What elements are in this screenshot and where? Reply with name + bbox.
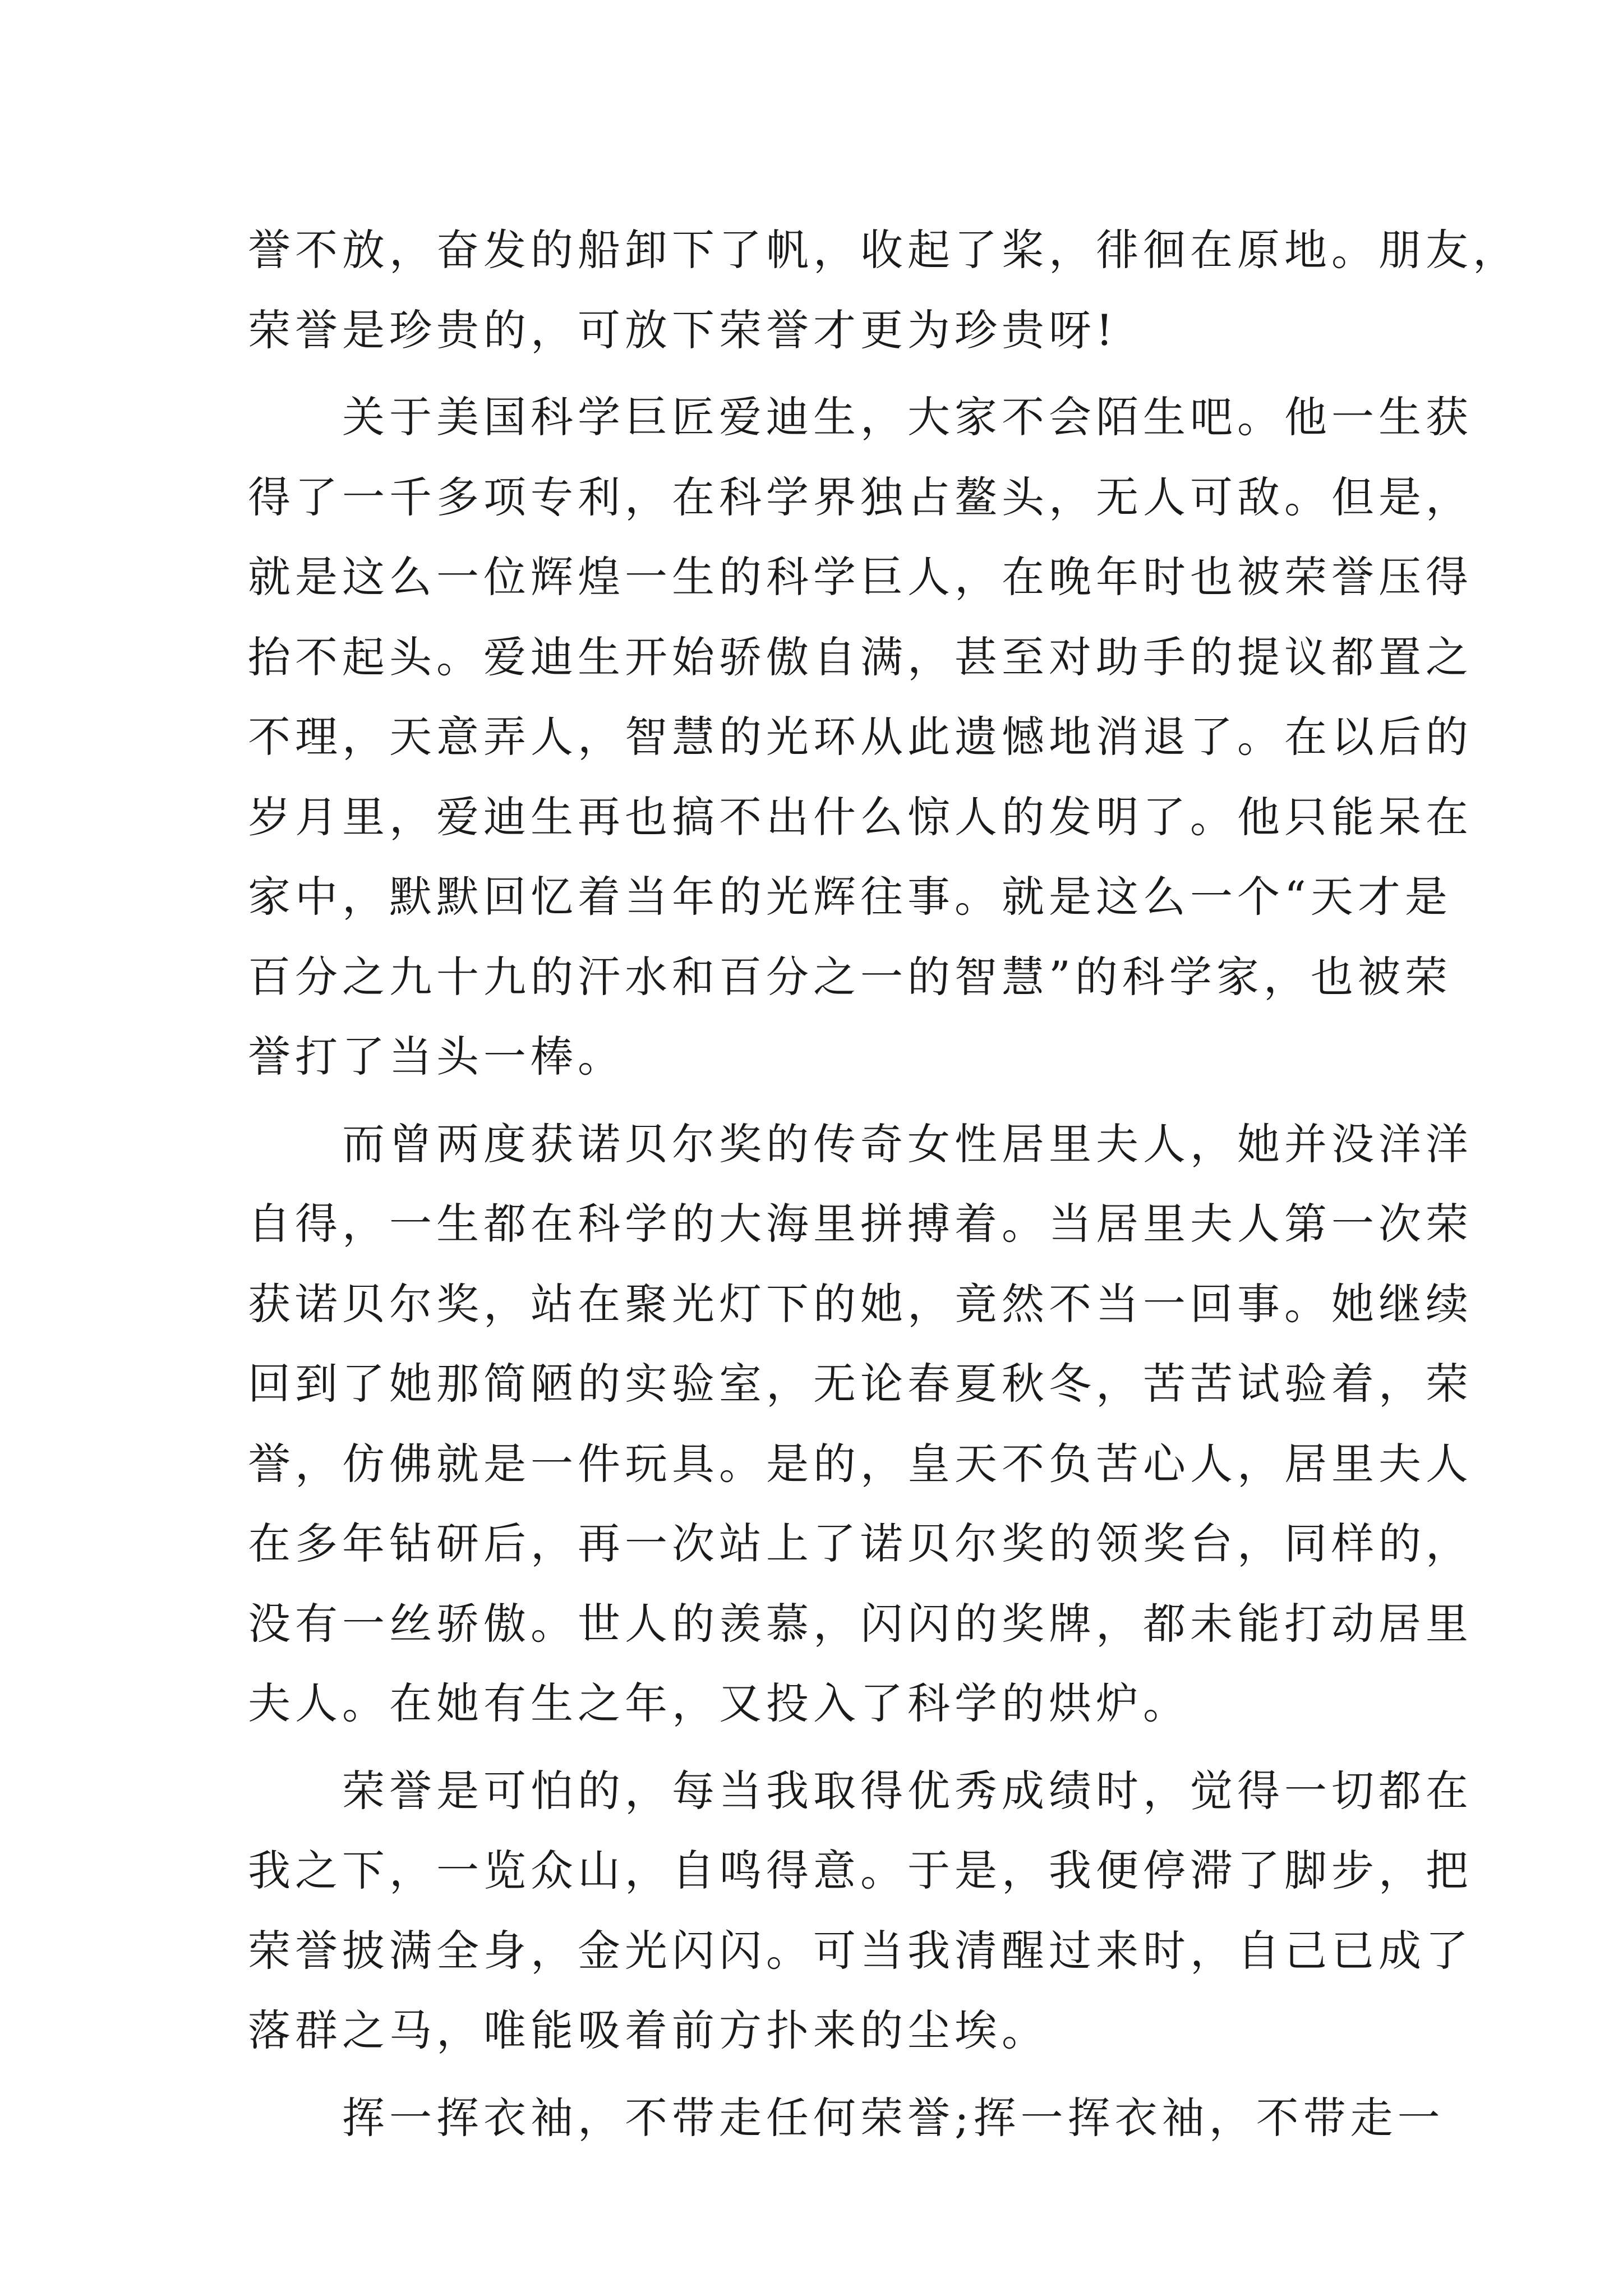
paragraph-start-line: 挥一挥衣袖，不带走任何荣誉;挥一挥衣袖，不带走一 xyxy=(248,2092,1445,2143)
text-line: 抬不起头。爱迪生开始骄傲自满，甚至对助手的提议都置之 xyxy=(248,632,1473,682)
text-line: 就是这么一位辉煌一生的科学巨人，在晚年时也被荣誉压得 xyxy=(248,552,1473,602)
text-line: 不理，天意弄人，智慧的光环从此遗憾地消退了。在以后的 xyxy=(248,712,1473,762)
text-line: 落群之马，唯能吸着前方扑来的尘埃。 xyxy=(248,2005,1049,2055)
text-line: 誉打了当头一棒。 xyxy=(248,1032,625,1082)
text-line: 荣誉披满全身，金光闪闪。可当我清醒过来时，自己已成了 xyxy=(248,1925,1473,1976)
text-line: 自得，一生都在科学的大海里拼搏着。当居里夫人第一次荣 xyxy=(248,1199,1473,1249)
text-line: 岁月里，爱迪生再也搞不出什么惊人的发明了。他只能呆在 xyxy=(248,792,1473,842)
essay-body xyxy=(248,210,1520,2158)
text-line: 得了一千多项专利，在科学界独占鳌头，无人可敌。但是， xyxy=(248,472,1473,522)
text-line: 家中，默默回忆着当年的光辉往事。就是这么一个“天才是 xyxy=(248,872,1452,922)
text-line: 誉，仿佛就是一件玩具。是的，皇天不负苦心人，居里夫人 xyxy=(248,1438,1473,1489)
text-line: 荣誉是珍贵的，可放下荣誉才更为珍贵呀! xyxy=(248,305,1118,355)
paragraph-start-line: 荣誉是可怕的，每当我取得优秀成绩时，觉得一切都在 xyxy=(248,1765,1473,1816)
text-line: 没有一丝骄傲。世人的羡慕，闪闪的奖牌，都未能打动居里 xyxy=(248,1598,1473,1649)
text-line: 百分之九十九的汗水和百分之一的智慧”的科学家，也被荣 xyxy=(248,951,1452,1002)
text-line: 获诺贝尔奖，站在聚光灯下的她，竟然不当一回事。她继续 xyxy=(248,1278,1473,1329)
text-line: 回到了她那简陋的实验室，无论春夏秋冬，苦苦试验着，荣 xyxy=(248,1359,1473,1409)
paragraph-start-line: 而曾两度获诺贝尔奖的传奇女性居里夫人，她并没洋洋 xyxy=(248,1119,1473,1169)
text-line: 誉不放，奋发的船卸下了帆，收起了桨，徘徊在原地。朋友， xyxy=(248,225,1520,275)
text-line: 我之下，一览众山，自鸣得意。于是，我便停滞了脚步，把 xyxy=(248,1846,1473,1895)
paragraph-start-line: 关于美国科学巨匠爱迪生，大家不会陌生吧。他一生获 xyxy=(248,392,1473,442)
text-line: 在多年钻研后，再一次站上了诺贝尔奖的领奖台，同样的， xyxy=(248,1519,1473,1568)
text-line: 夫人。在她有生之年，又投入了科学的烘炉。 xyxy=(248,1678,1190,1728)
